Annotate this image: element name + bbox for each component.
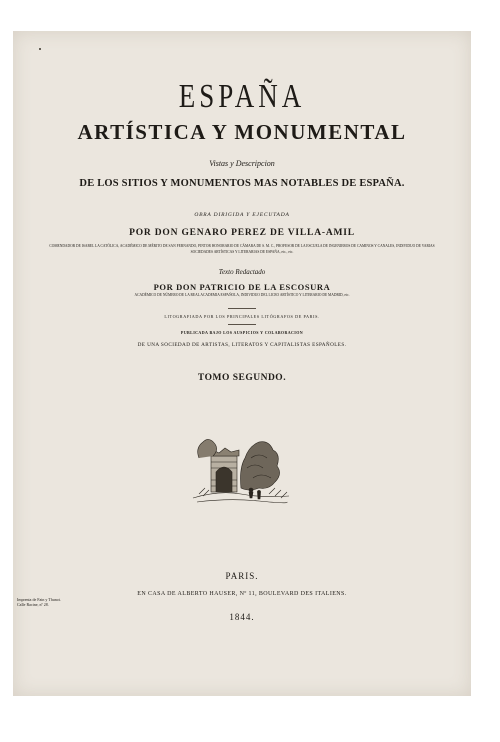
author-escosura: POR DON PATRICIO DE LA ESCOSURA [153, 282, 331, 292]
title-page [13, 31, 471, 696]
obra-dirigida: OBRA DIRIGIDA Y EJECUTADA [194, 212, 290, 218]
ink-spot [39, 48, 41, 50]
litografiada-line: LITOGRAFIADA POR LOS PRINCIPALES LITÓGRAFOS DE PARIS. [164, 314, 320, 319]
imprint-city: PARIS. [225, 571, 259, 581]
author1-credentials: COMENDADOR DE ISABEL LA CATÓLICA, ACADÉMICO DE MÉRITO DE SAN FERNANDO, PINTOR HONORARIO DE CÁMARA DE S. M. C., PROFESOR DE LA ESCUELA DE INGENIEROS DE CAMINOS Y CANALES, INDIVIDUO DE VARIAS SOCIEDADES ARTÍSTICAS Y LITERARIAS DE ESPAÑA, etc., etc. [49, 244, 435, 254]
volume-label: TOMO SEGUNDO. [197, 373, 287, 383]
printer-note [17, 597, 61, 607]
imprint-publisher: EN CASA DE ALBERTO HAUSER, Nº 11, BOULEVARD DES ITALIENS. [137, 591, 347, 597]
printer-note-line1: Imprenta de Fain y Thunot. [17, 597, 61, 602]
author-villa-amil: POR DON GENARO PEREZ DE VILLA-AMIL [129, 228, 355, 238]
texto-redactado: Texto Redactado [218, 268, 266, 276]
ruins-vignette-illustration [189, 428, 293, 508]
printer-note-line2: Calle Racine, nº 28. [17, 602, 49, 607]
main-title-line2: ARTÍSTICA Y MONUMENTAL [77, 120, 407, 144]
divider [228, 308, 256, 309]
subtitle-sitios: DE LOS SITIOS Y MONUMENTOS MAS NOTABLES DE ESPAÑA. [79, 178, 405, 189]
subtitle-vistas: Vistas y Descripcion [209, 159, 275, 168]
sociedad-line: DE UNA SOCIEDAD DE ARTISTAS, LITERATOS Y CAPITALISTAS ESPAÑOLES. [137, 342, 347, 348]
imprint-year: 1844. [229, 612, 255, 622]
author2-credentials: ACADÉMICO DE NÚMERO DE LA REAL ACADEMIA ESPAÑOLA, INDIVIDUO DEL LICEO ARTÍSTICO Y LITERARIO DE MADRID, etc. [134, 293, 350, 297]
publicada-line: PUBLICADA BAJO LOS AUSPICIOS Y COLABORACION [180, 330, 304, 335]
divider [228, 324, 256, 325]
main-title: ESPAÑA [178, 77, 306, 115]
